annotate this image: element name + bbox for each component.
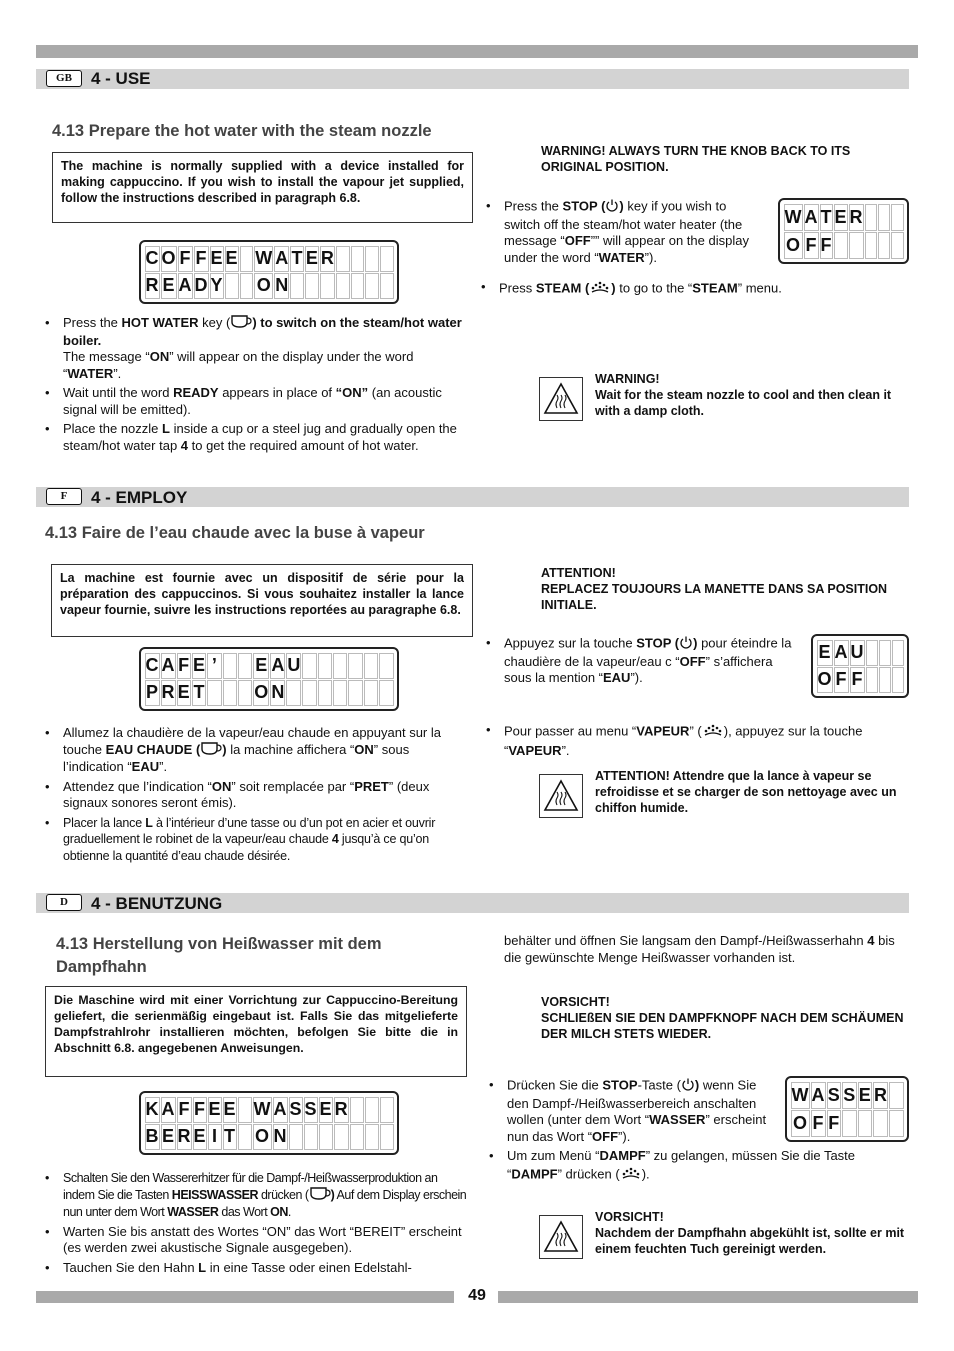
lcd-cell: F [194, 246, 209, 272]
lcd-cell [333, 680, 347, 706]
lcd-cell: E [193, 1124, 207, 1150]
lcd-cell [842, 1110, 857, 1137]
lcd-cell [849, 232, 864, 259]
instructions-f [45, 725, 468, 867]
list-item: • Drücken Sie die STOP-Taste ( ) wenn Sie den Dampf-/Heißwasserbereich anschalten wollen (unter dem Wort “WASSER” erscheint nun das Wort “OFF”). [489, 1077, 769, 1145]
lcd-cell: A [178, 273, 193, 299]
subtitle-gb: 4.13 Prepare the hot water with the steam nozzle [52, 122, 432, 140]
info-box-gb: The machine is normally supplied with a device installed for making cappuccino. If you wish to install the vapour jet supplied, follow the instructions described in paragraph 6.8. [52, 152, 473, 223]
lcd-cell: F [827, 1110, 842, 1137]
lcd-cell [238, 1097, 252, 1123]
list-item: • Press the STOP ( ) key if you wish to switch off the steam/hot water heater (the message “OFF”” will appear on the display under the word “WATER”). [486, 198, 762, 266]
lcd-cell: P [145, 680, 160, 706]
lcd-cell: A [161, 653, 176, 679]
lcd-cell: N [273, 1124, 288, 1150]
stop-instruction-d [489, 1077, 769, 1148]
section-title-gb: 4 - USE [91, 69, 151, 88]
lcd-cell: R [334, 1097, 349, 1123]
power-icon [681, 1077, 695, 1096]
lcd-cell: S [842, 1082, 857, 1109]
list-item: • Attendez que l’indication “ON” soit remplacée par “PRET” (deux signaux sonores seront émis). [45, 779, 468, 812]
lcd-cell: E [253, 653, 269, 679]
lcd-cell [238, 1124, 252, 1150]
language-badge-gb: GB [46, 70, 82, 87]
lcd-cell: S [827, 1082, 842, 1109]
lcd-cell: T [820, 204, 833, 231]
lcd-cell: A [270, 653, 285, 679]
lcd-cell [333, 653, 347, 679]
lcd-cell [878, 232, 890, 259]
lcd-cell [350, 1097, 364, 1123]
lcd-cell: E [161, 273, 177, 299]
stop-instruction-gb [486, 198, 762, 269]
lcd-cell [238, 680, 252, 706]
lcd-cell: E [834, 204, 848, 231]
lcd-cell: W [784, 204, 803, 231]
lcd-cell: F [193, 1097, 207, 1123]
lcd-cell [380, 246, 394, 272]
lcd-cell [334, 1124, 349, 1150]
lcd-cell: A [274, 246, 289, 272]
lcd-cell: E [319, 1097, 333, 1123]
steam-icon [589, 279, 611, 300]
lcd-cell: D [194, 273, 209, 299]
lcd-cell [834, 232, 848, 259]
lcd-cell [336, 273, 350, 299]
list-item: • Appuyez sur la touche STOP ( ) pour éteindre la chaudière de la vapeur/eau c “OFF” s’affichera sous la mention “EAU”). [486, 635, 798, 687]
lcd-cell: E [210, 246, 224, 272]
warning-knob-gb: WARNING! ALWAYS TURN THE KNOB BACK TO ITS ORIGINAL POSITION. [541, 144, 851, 174]
lcd-cell: O [254, 273, 273, 299]
lcd-cell: C [145, 246, 160, 272]
lcd-cell [319, 1124, 333, 1150]
lcd-cell: O [161, 246, 177, 272]
lcd-cell [289, 1124, 303, 1150]
list-item: • Schalten Sie den Wassererhitzer für die Dampf-/Heißwasserproduktion an indem Sie die Tasten HEISSWASSER drücken ( ) Auf dem Display erschein nun unter dem Wort WASSER das Wort ON. [45, 1170, 468, 1221]
lcd-cell [865, 232, 877, 259]
warning-title: WARNING! [595, 372, 660, 386]
lcd-cell [379, 680, 393, 706]
list-item: • Tauchen Sie den Hahn L in eine Tasse oder einen Edelstahl- [45, 1260, 468, 1277]
lcd-cell: F [834, 667, 849, 693]
lcd-cell: E [225, 246, 239, 272]
instructions-gb [45, 315, 468, 457]
subtitle-d: 4.13 Herstellung von Heißwasser mit dem Dampfhahn [56, 935, 382, 976]
lcd-cell [223, 680, 237, 706]
lcd-cell: R [161, 680, 176, 706]
lcd-cell [302, 680, 316, 706]
lcd-cell [238, 653, 252, 679]
hot-surface-warning-icon [539, 774, 583, 818]
lcd-cell [350, 1124, 364, 1150]
lcd-cell [348, 680, 362, 706]
lcd-cell [892, 640, 904, 666]
list-item: • Place the nozzle L inside a cup or a steel jug and gradually open the steam/hot water tap 4 to get the required amount of hot water. [45, 421, 468, 454]
list-item: • Pour passer au menu “VAPEUR” ( ), appuyez sur la touche “VAPEUR”. [486, 722, 909, 759]
continued-text-d: behälter und öffnen Sie langsam den Dampf-/Heißwasserhahn 4 bis die gewünschte Menge Heißwasser vorhanden ist. [504, 933, 895, 965]
lcd-cell: R [145, 273, 160, 299]
list-item: • Placer la lance L à l’intérieur d’une tasse ou d’un pot en acier et ouvrir graduellement le robinet de la vapeur/eau chaude 4 jusqu’à ce qu’on obtienne la quantité d’eau chaude désirée. [45, 815, 468, 865]
list-item: • Press the HOT WATER key ( ) to switch on the steam/hot water boiler. The message “ON” will appear on the display under the word “WATER”. [45, 315, 468, 382]
lcd-cell: U [850, 640, 865, 666]
warning-cool-gb [595, 371, 911, 419]
lcd-cell: A [161, 1097, 176, 1123]
lcd-cell [305, 273, 319, 299]
lcd-cell: R [873, 1082, 888, 1109]
lcd-cell [240, 246, 254, 272]
lcd-cell [380, 1124, 394, 1150]
lcd-cell: U [286, 653, 301, 679]
lcd-cell [380, 273, 394, 299]
lcd-cell [889, 1110, 904, 1137]
attention-title: ATTENTION! [541, 566, 616, 580]
lcd-cell: F [811, 1110, 826, 1137]
lcd-cell [364, 653, 378, 679]
page-number: 49 [468, 1287, 486, 1304]
language-badge-f: F [46, 488, 82, 505]
lcd-cell: E [858, 1082, 873, 1109]
lcd-cell: O [253, 1124, 272, 1150]
lcd-cell [891, 204, 903, 231]
lcd-cell [879, 640, 891, 666]
subtitle-f: 4.13 Faire de l’eau chaude avec la buse à vapeur [45, 524, 425, 542]
lcd-cell [858, 1110, 873, 1137]
cup-icon [200, 742, 222, 760]
lcd-cell: A [811, 1082, 826, 1109]
language-badge-d: D [46, 894, 82, 911]
attention-knob-f [541, 565, 911, 613]
lcd-cell [364, 680, 378, 706]
lcd-cell [225, 273, 239, 299]
display-side-d [785, 1076, 909, 1142]
lcd-cell [866, 640, 878, 666]
top-bar [36, 45, 918, 58]
lcd-cell: O [817, 667, 833, 693]
display-main-f [139, 647, 399, 711]
warning-text: Nachdem der Dampfhahn abgekühlt ist, sollte er mit einem feuchten Tuch gereinigt werden. [595, 1226, 905, 1256]
lcd-cell: S [304, 1097, 318, 1123]
footer-bar-right [498, 1291, 918, 1303]
lcd-cell: T [192, 680, 206, 706]
section-title-f: 4 - EMPLOY [91, 488, 188, 507]
vorsicht-title: VORSICHT! [541, 995, 610, 1009]
steam-icon [702, 722, 724, 743]
lcd-cell [865, 204, 877, 231]
display-side-gb [778, 198, 909, 264]
vorsicht-cool-d [595, 1209, 911, 1257]
lcd-cell [365, 1124, 379, 1150]
list-item: • Allumez la chaudière de la vapeur/eau chaude en appuyant sur la touche EAU CHAUDE ( ) la machine affichera “ON” sous l’indication “EAU”. [45, 725, 468, 776]
lcd-cell: F [850, 667, 865, 693]
lcd-cell: N [274, 273, 289, 299]
lcd-cell [320, 273, 335, 299]
lcd-cell [351, 273, 365, 299]
lcd-cell: B [145, 1124, 160, 1150]
lcd-cell [892, 667, 904, 693]
lcd-cell: W [253, 1097, 272, 1123]
steam-icon [620, 1165, 642, 1186]
lcd-cell: A [834, 640, 849, 666]
lcd-cell: F [804, 232, 819, 259]
list-item: • Wait until the word READY appears in place of “ON” (an acoustic signal will be emitted). [45, 385, 468, 418]
lcd-cell: T [290, 246, 304, 272]
lcd-cell: W [791, 1082, 810, 1109]
lcd-cell: R [320, 246, 335, 272]
power-icon [605, 198, 619, 217]
lcd-cell [879, 667, 891, 693]
instructions-d [45, 1170, 468, 1279]
list-item: • Um zum Menü “DAMPF” zu gelangen, müssen Sie die Taste “DAMPF” drücken ( ). [489, 1148, 912, 1185]
power-icon [679, 635, 693, 654]
lcd-cell: E [223, 1097, 237, 1123]
lcd-cell [240, 273, 254, 299]
cup-icon [309, 1187, 331, 1205]
lcd-cell [290, 273, 304, 299]
section-title-d: 4 - BENUTZUNG [91, 894, 223, 913]
lcd-cell [891, 232, 903, 259]
lcd-cell: F [177, 1097, 192, 1123]
dampf-instruction-d [489, 1148, 912, 1188]
lcd-cell: O [784, 232, 803, 259]
lcd-cell: F [177, 653, 191, 679]
vorsicht-knob-d [541, 994, 911, 1042]
lcd-cell [304, 1124, 318, 1150]
info-box-f: La machine est fournie avec un dispositif de série pour la préparation des cappuccinos. Si vous souhaitez installer la lance vapeur fournie, suivre les instructions reportées au paragraphe 6.8. [51, 564, 473, 637]
lcd-cell [365, 246, 379, 272]
lcd-cell [223, 653, 237, 679]
lcd-cell: R [849, 204, 864, 231]
lcd-cell [318, 680, 332, 706]
vorsicht-text: SCHLIEßEN SIE DEN DAMPFKNOPF NACH DEM SCHÄUMEN DER MILCH STETS WIEDER. [541, 1011, 904, 1041]
info-box-d: Die Maschine wird mit einer Vorrichtung zur Cappuccino-Bereitung geliefert, die serienmäßig eingebaut ist. Falls Sie das mitgelieferte Dampfstrahlrohr installieren möchten, befolgen Sie bitte die in Abschnitt 6.8. angegebenen Anweisungen. [45, 986, 467, 1077]
lcd-cell: N [270, 680, 285, 706]
display-side-f [811, 634, 909, 698]
lcd-cell: F [820, 232, 833, 259]
lcd-cell: A [273, 1097, 288, 1123]
lcd-cell [318, 653, 332, 679]
list-item: • Warten Sie bis anstatt des Wortes “ON” das Wort “BEREIT” erscheint (es werden zwei akustische Signale ausgegeben). [45, 1224, 468, 1257]
lcd-cell: E [305, 246, 319, 272]
lcd-cell: O [791, 1110, 810, 1137]
hot-surface-warning-icon [539, 377, 583, 421]
lcd-cell [351, 246, 365, 272]
cup-icon [230, 315, 252, 333]
lcd-cell: R [177, 1124, 192, 1150]
steam-instruction-gb [481, 279, 901, 303]
lcd-cell: E [177, 680, 191, 706]
list-item: • Press STEAM ( ) to go to the “STEAM” menu. [481, 279, 901, 300]
lcd-cell [380, 1097, 394, 1123]
lcd-cell: Y [210, 273, 224, 299]
lcd-cell: S [289, 1097, 303, 1123]
lcd-cell: O [253, 680, 269, 706]
lcd-cell [348, 653, 362, 679]
section-header-bar-gb [36, 69, 909, 89]
lcd-cell: ’ [207, 653, 221, 679]
lcd-cell [336, 246, 350, 272]
lcd-cell: E [192, 653, 206, 679]
lcd-cell [207, 680, 221, 706]
lcd-cell: K [145, 1097, 160, 1123]
lcd-cell: T [223, 1124, 237, 1150]
lcd-cell: I [208, 1124, 222, 1150]
lcd-cell [873, 1110, 888, 1137]
lcd-cell: E [208, 1097, 222, 1123]
lcd-cell [286, 680, 301, 706]
warning-text: Wait for the steam nozzle to cool and then clean it with a damp cloth. [595, 388, 892, 418]
lcd-cell: C [145, 653, 160, 679]
display-main-d [139, 1091, 399, 1155]
lcd-cell [302, 653, 316, 679]
lcd-cell [379, 653, 393, 679]
warning-title: VORSICHT! [595, 1210, 664, 1224]
lcd-cell [365, 273, 379, 299]
display-main-gb [139, 240, 399, 304]
vapeur-instruction-f [486, 722, 909, 762]
lcd-cell [878, 204, 890, 231]
attention-text: REPLACEZ TOUJOURS LA MANETTE DANS SA POSITION INITIALE. [541, 582, 888, 612]
lcd-cell: F [178, 246, 193, 272]
lcd-cell: E [817, 640, 833, 666]
lcd-cell [866, 667, 878, 693]
lcd-cell: E [161, 1124, 176, 1150]
footer-bar-left [36, 1291, 454, 1303]
lcd-cell [889, 1082, 904, 1109]
lcd-cell: W [254, 246, 273, 272]
lcd-cell: A [804, 204, 819, 231]
lcd-cell [365, 1097, 379, 1123]
attention-cool-f: ATTENTION! Attendre que la lance à vapeur se refroidisse et se charger de son nettoyage avec un chiffon humide. [595, 769, 897, 815]
hot-surface-warning-icon [539, 1215, 583, 1259]
stop-instruction-f [486, 635, 798, 690]
